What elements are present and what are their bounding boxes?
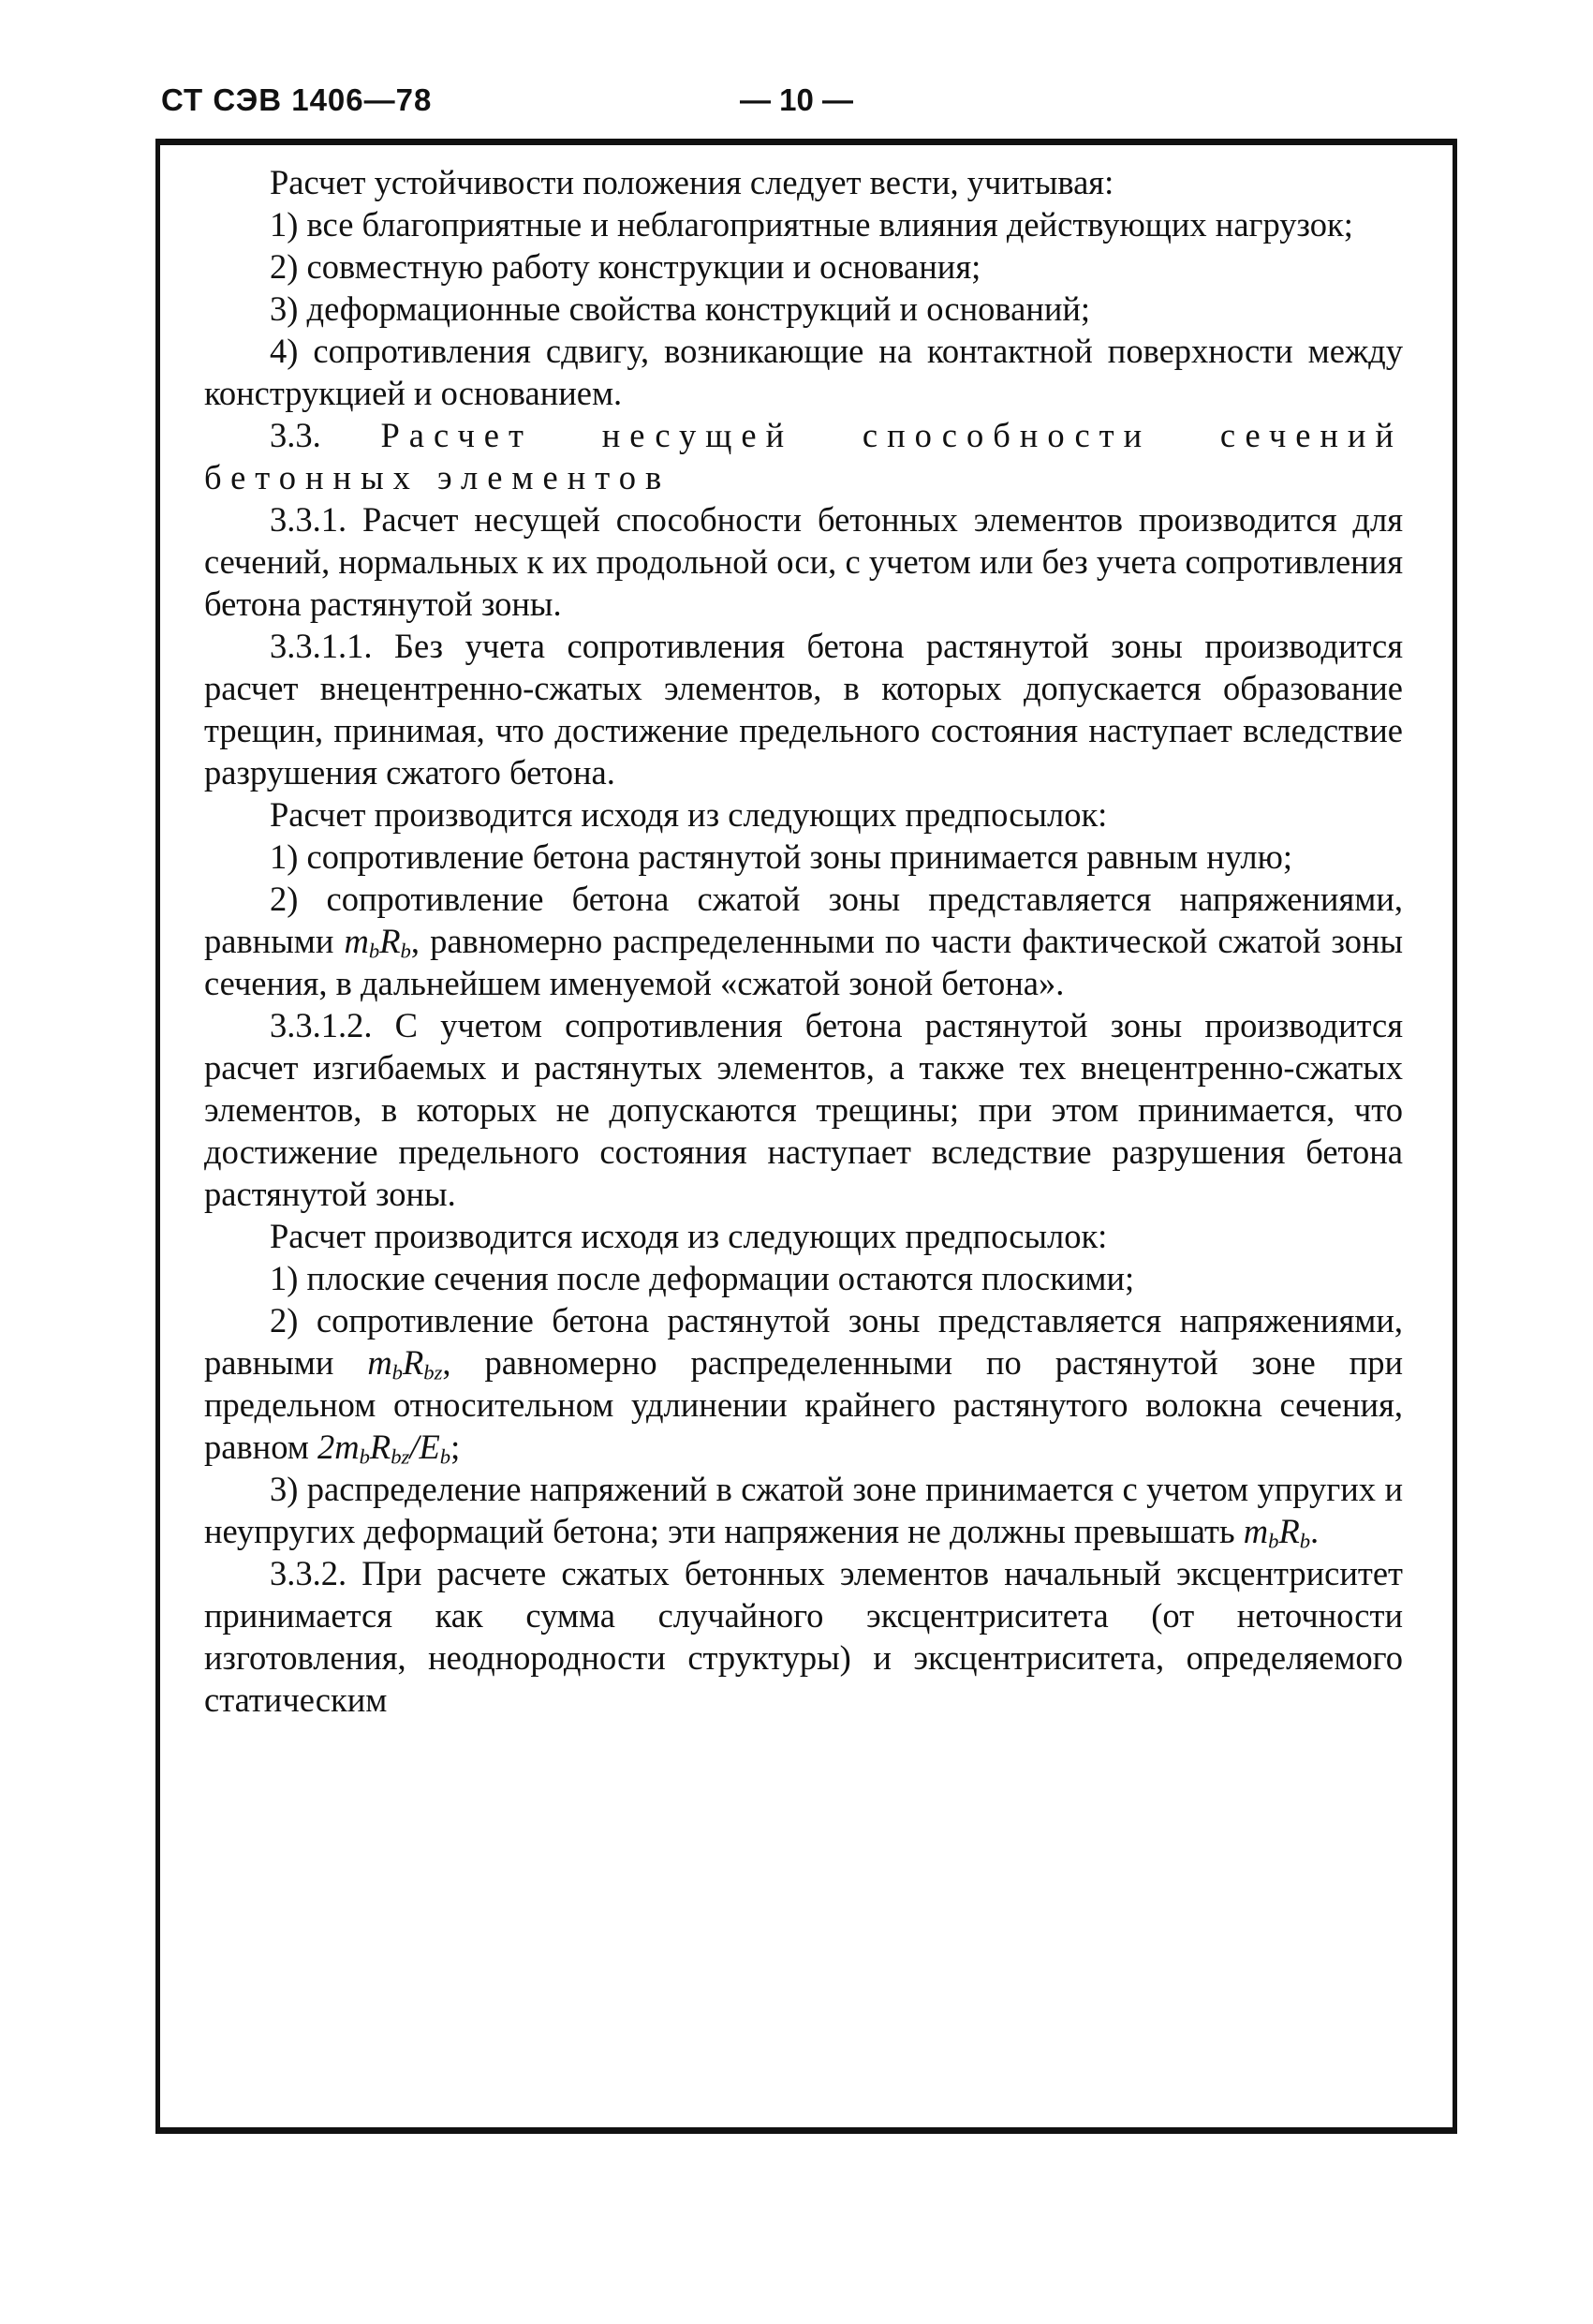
list-item: 1) плоские сечения после деформации остаются плоскими; [270,1259,1135,1297]
list-item [204,1299,1403,1468]
frame-left-rule [155,139,160,2134]
text-run: , равномерно распределенными по части фактической сжатой зоны сечения, в дальнейшем именуемой «сжатой зоной бетона». [204,922,1404,1002]
formula-subscript: b [391,1360,403,1384]
formula-subscript: b [1268,1529,1279,1553]
formula-part: 2m [317,1428,360,1466]
paragraph: 3.3.1.2. С учетом сопротивления бетона растянутой зоны производится расчет изгибаемых и растянутых элементов, а также тех внецентренно-сжатых элементов, в которых не допускаются трещины; при этом принимается, что достижение предельного состояния наступает вследствие разрушения бетона растянутой зоны. [204,1006,1403,1213]
formula-subscript: b [359,1444,370,1469]
paragraph: 3.3.1. Расчет несущей способности бетонных элементов производится для сечений, нормальных к их продольной оси, с учетом или без учета сопротивления бетона растянутой зоны. [204,500,1403,623]
document-code: СТ СЭВ 1406—78 [161,82,433,117]
frame-right-rule [1453,139,1457,2134]
text-run: 2) сопротивление бетона сжатой зоны представляется напряжениями, равными [204,880,1403,960]
paragraph: 3.3.2. При расчете сжатых бетонных элементов начальный эксцентриситет принимается как сумма случайного эксцентриситета (от неточности изготовления, неоднородности структуры) и эксцентриситета, определяемого статическим [204,1554,1403,1719]
list-item: 1) сопротивление бетона растянутой зоны принимается равным нулю; [270,837,1293,876]
formula [1243,1512,1311,1553]
text-run: . [1310,1512,1320,1550]
section-title: Расчет несущей способности сечений бетонных элементов [204,416,1403,496]
formula-subscript: bz [391,1444,410,1469]
paragraph: 3.3.1.1. Без учета сопротивления бетона растянутой зоны производится расчет внецентренно-сжатых элементов, в которых допускается образование трещин, принимая, что достижение предельного состояния наступает вследствие разрушения сжатого бетона. [204,627,1403,792]
list-item [204,878,1403,1004]
list-item: 2) совместную работу конструкции и основания; [270,247,981,286]
section-heading [204,414,1403,498]
formula-part: R [402,1343,424,1382]
paragraph: Расчет устойчивости положения следует вести, учитывая: [270,163,1114,201]
formula [367,1343,442,1382]
frame-top-rule [155,139,1457,145]
formula [317,1428,451,1469]
formula-part: R [369,1428,391,1466]
formula-subscript: bz [423,1360,443,1384]
list-item: 4) сопротивления сдвигу, возникающие на контактной поверхности между конструкцией и основанием. [204,332,1403,412]
formula-part: m [367,1343,392,1382]
paragraph: Расчет производится исходя из следующих предпосылок: [270,795,1108,834]
list-item: 3) деформационные свойства конструкций и оснований; [270,289,1091,328]
section-number: 3.3. [270,416,321,454]
body-text [204,161,1403,1721]
list-item: 1) все благоприятные и неблагоприятные влияния действующих нагрузок; [270,205,1353,244]
formula-subscript: b [439,1444,451,1469]
formula-part: R [1278,1512,1300,1550]
formula-part: R [379,922,401,960]
list-item [204,1468,1403,1552]
formula-subscript: b [368,939,380,963]
formula-part: m [1243,1512,1269,1550]
formula [344,922,411,963]
formula-subscript: b [400,939,411,963]
text-run: 3) распределение напряжений в сжатой зоне принимается с учетом упругих и неупругих деформаций бетона; эти напряжения не должны превышать [204,1470,1403,1550]
text-run: 2) сопротивление бетона растянутой зоны представляется напряжениями, равными [204,1301,1403,1382]
page-number: — 10 — [740,82,854,117]
text-run: ; [450,1428,461,1466]
formula-subscript: b [1299,1529,1311,1553]
paragraph: Расчет производится исходя из следующих предпосылок: [270,1217,1108,1255]
frame-bottom-rule [155,2127,1457,2134]
formula-part: m [344,922,369,960]
formula-part: /E [409,1428,440,1466]
text-run: , равномерно распределенными по растянутой зоне при предельном относительном удлинении крайнего растянутого волокна сечения, равном [204,1343,1403,1466]
